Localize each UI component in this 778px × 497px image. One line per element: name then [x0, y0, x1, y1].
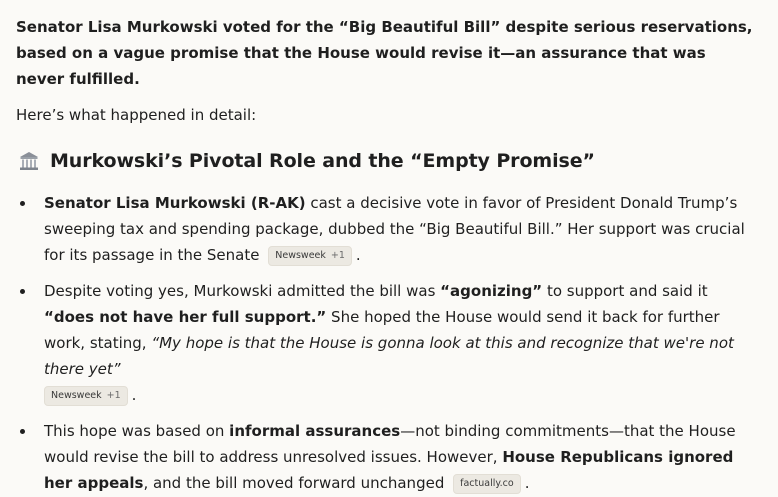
- source-label: Newsweek: [51, 390, 102, 401]
- point-quote: “My hope is that the House is gonna look at this and recognize that we're not there yet”: [44, 334, 734, 378]
- source-chip-factually[interactable]: [453, 474, 521, 494]
- point-text: Despite voting yes, Murkowski admitted the bill was: [44, 282, 441, 300]
- point-end: .: [524, 474, 530, 492]
- source-chip-newsweek[interactable]: [44, 386, 128, 406]
- bullet-list: [16, 190, 778, 496]
- point-text: She hoped the House would send it back for further work, stating,: [44, 308, 720, 352]
- section-heading: [18, 146, 778, 176]
- point-bold: “does not have her full support.”: [44, 308, 327, 326]
- source-chip-newsweek[interactable]: [268, 246, 352, 266]
- bullet-dot: [20, 289, 25, 294]
- point-bold: House Republicans ignored her appeals: [44, 448, 734, 492]
- source-count: +1: [106, 390, 121, 401]
- lead-text: Here’s what happened in detail:: [16, 106, 257, 124]
- source-label: factually.co: [460, 478, 514, 489]
- point-text: —not binding commitments—that the House would revise the bill to address unresolved issues. However,: [44, 422, 736, 466]
- point-bold: Senator Lisa Murkowski (R-AK): [44, 194, 306, 212]
- list-item: [16, 190, 750, 268]
- point-text: , and the bill moved forward unchanged: [143, 474, 445, 492]
- source-label: Newsweek: [275, 250, 326, 261]
- intro-summary: Senator Lisa Murkowski voted for the “Big Beautiful Bill” despite serious reservations, based on a vague promise that the House would revise it—an assurance that was never fulfilled.: [16, 18, 753, 88]
- classical-building-icon: [18, 150, 40, 172]
- point-end: .: [355, 246, 361, 264]
- point-bold: “agonizing”: [440, 282, 543, 300]
- point-end: .: [131, 386, 137, 404]
- source-count: +1: [330, 250, 345, 261]
- point-text: cast a decisive vote in favor of President Donald Trump’s sweeping tax and spending package, dubbed the “Big Beautiful Bill.” Her support was crucial for its passage in the Senate: [44, 194, 745, 264]
- section-title: Murkowski’s Pivotal Role and the “Empty Promise”: [50, 150, 595, 172]
- bullet-dot: [20, 201, 25, 206]
- point-text: This hope was based on: [44, 422, 230, 440]
- point-text: to support and said it: [542, 282, 708, 300]
- bullet-dot: [20, 429, 25, 434]
- list-item: [16, 278, 750, 408]
- point-bold: informal assurances: [229, 422, 401, 440]
- list-item: [16, 418, 750, 496]
